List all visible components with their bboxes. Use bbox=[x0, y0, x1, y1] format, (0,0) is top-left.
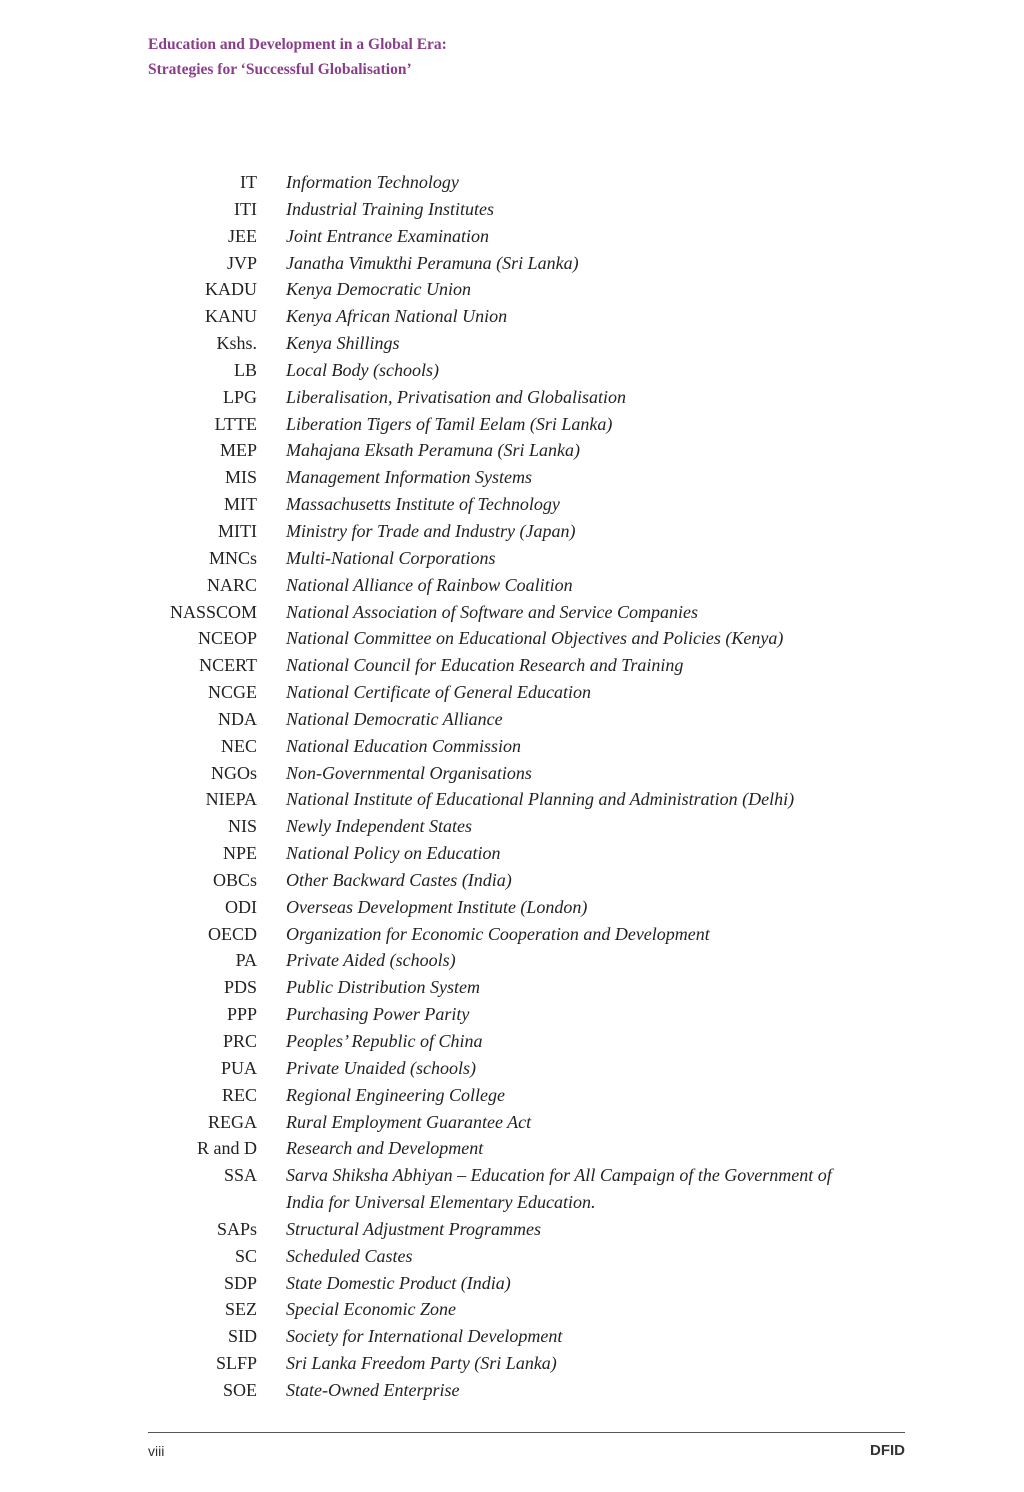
abbreviation-term: REGA bbox=[208, 1111, 257, 1132]
abbreviation-row bbox=[0, 706, 1024, 733]
running-head-line-2: Strategies for ‘Successful Globalisation’ bbox=[148, 61, 412, 78]
abbreviation-term: NARC bbox=[206, 574, 257, 595]
abbreviation-definition: Purchasing Power Parity bbox=[286, 1004, 470, 1025]
abbreviation-term: MIS bbox=[224, 467, 257, 488]
abbreviation-term: ITI bbox=[234, 198, 257, 219]
abbreviation-term: NCGE bbox=[208, 682, 257, 703]
abbreviation-term: R and D bbox=[197, 1138, 257, 1159]
abbreviation-row bbox=[0, 384, 1024, 411]
abbreviation-row bbox=[0, 303, 1024, 330]
abbreviation-row bbox=[0, 1055, 1024, 1082]
abbreviation-term: PUA bbox=[220, 1057, 257, 1078]
abbreviation-row bbox=[0, 760, 1024, 787]
abbreviation-row bbox=[0, 625, 1024, 652]
abbreviation-term: SDP bbox=[223, 1272, 257, 1293]
abbreviation-term: LB bbox=[233, 359, 257, 380]
abbreviation-definition: Private Unaided (schools) bbox=[286, 1057, 476, 1078]
abbreviation-definition: Private Aided (schools) bbox=[286, 950, 456, 971]
abbreviation-definition: Joint Entrance Examination bbox=[286, 225, 489, 246]
abbreviation-definition: Industrial Training Institutes bbox=[286, 198, 495, 219]
abbreviation-row bbox=[0, 464, 1024, 491]
abbreviation-term: NDA bbox=[218, 708, 257, 729]
abbreviation-term: OBCs bbox=[212, 869, 257, 890]
abbreviation-row bbox=[0, 357, 1024, 384]
abbreviation-row bbox=[0, 894, 1024, 921]
abbreviation-row bbox=[0, 733, 1024, 760]
abbreviation-definition: National Association of Software and Service Companies bbox=[286, 601, 698, 622]
abbreviation-definition: Special Economic Zone bbox=[286, 1299, 456, 1320]
abbreviation-row bbox=[0, 921, 1024, 948]
abbreviation-definition: National Democratic Alliance bbox=[286, 708, 503, 729]
abbreviation-definition: Liberalisation, Privatisation and Globalisation bbox=[286, 386, 627, 407]
abbreviation-row bbox=[0, 679, 1024, 706]
publisher-name: DFID bbox=[870, 1442, 905, 1459]
abbreviation-row bbox=[0, 572, 1024, 599]
abbreviation-row bbox=[0, 813, 1024, 840]
page-number: viii bbox=[148, 1443, 165, 1459]
abbreviation-term: KANU bbox=[205, 306, 257, 327]
abbreviation-definition: Sri Lanka Freedom Party (Sri Lanka) bbox=[286, 1353, 557, 1374]
abbreviation-term: MITI bbox=[218, 520, 257, 541]
abbreviation-definition: Peoples’ Republic of China bbox=[286, 1031, 483, 1051]
abbreviation-definition: Regional Engineering College bbox=[286, 1084, 505, 1105]
abbreviation-row bbox=[0, 223, 1024, 250]
abbreviation-term: JEE bbox=[228, 225, 257, 246]
abbreviation-row bbox=[0, 1377, 1024, 1404]
abbreviation-row bbox=[0, 652, 1024, 679]
abbreviation-row bbox=[0, 437, 1024, 464]
abbreviation-row bbox=[0, 1216, 1024, 1243]
abbreviation-row bbox=[0, 1323, 1024, 1350]
abbreviation-row bbox=[0, 1109, 1024, 1136]
abbreviation-term: LTTE bbox=[214, 413, 257, 434]
abbreviation-term: PRC bbox=[222, 1031, 257, 1051]
abbreviation-definition: Overseas Development Institute (London) bbox=[286, 896, 588, 917]
abbreviation-term: JVP bbox=[226, 252, 257, 273]
abbreviation-definition: Rural Employment Guarantee Act bbox=[286, 1111, 532, 1132]
abbreviation-definition: Mahajana Eksath Peramuna (Sri Lanka) bbox=[286, 440, 580, 461]
abbreviation-term: MNCs bbox=[208, 547, 257, 568]
abbreviation-definition: Janatha Vimukthi Peramuna (Sri Lanka) bbox=[286, 252, 579, 273]
footer-rule bbox=[148, 1432, 905, 1433]
abbreviation-definition: National Education Commission bbox=[286, 735, 522, 756]
abbreviation-definition: Information Technology bbox=[286, 172, 459, 192]
abbreviation-row bbox=[0, 840, 1024, 867]
abbreviation-definition: Massachusetts Institute of Technology bbox=[286, 494, 560, 515]
abbreviation-row bbox=[0, 1296, 1024, 1323]
abbreviation-row bbox=[0, 867, 1024, 894]
abbreviation-term: SC bbox=[234, 1245, 257, 1266]
abbreviation-term: NCEOP bbox=[197, 628, 257, 649]
abbreviation-definition: Kenya Democratic Union bbox=[286, 279, 471, 300]
abbreviation-term: NCERT bbox=[199, 655, 257, 676]
abbreviation-row bbox=[0, 974, 1024, 1001]
running-head-line-1: Education and Development in a Global Era: bbox=[148, 36, 447, 53]
abbreviation-term: SAPs bbox=[216, 1218, 257, 1239]
abbreviation-definition: Organization for Economic Cooperation and Development bbox=[286, 923, 710, 944]
abbreviation-definition: Management Information Systems bbox=[286, 467, 532, 488]
abbreviation-term: SLFP bbox=[215, 1353, 257, 1374]
abbreviation-definition: National Institute of Educational Planning and Administration (Delhi) bbox=[286, 789, 795, 810]
abbreviation-row bbox=[0, 1082, 1024, 1109]
abbreviation-row bbox=[0, 169, 1024, 196]
abbreviation-term: NASSCOM bbox=[169, 601, 257, 622]
abbreviation-row bbox=[0, 1028, 1024, 1055]
abbreviation-term: MIT bbox=[224, 494, 257, 515]
abbreviation-definition: National Certificate of General Education bbox=[286, 682, 591, 703]
abbreviation-row bbox=[0, 599, 1024, 626]
abbreviation-definition: Ministry for Trade and Industry (Japan) bbox=[286, 520, 576, 541]
abbreviation-term: KADU bbox=[205, 279, 257, 300]
abbreviation-row bbox=[0, 276, 1024, 303]
abbreviation-term: SOE bbox=[222, 1379, 257, 1400]
abbreviation-definition: National Policy on Education bbox=[286, 843, 501, 864]
abbreviation-term: PPP bbox=[226, 1004, 257, 1025]
abbreviation-term: NIS bbox=[227, 816, 257, 837]
abbreviation-row bbox=[0, 1350, 1024, 1377]
abbreviation-term: LPG bbox=[222, 386, 257, 407]
abbreviation-term: SID bbox=[227, 1326, 257, 1347]
abbreviation-term: NEC bbox=[221, 735, 257, 756]
abbreviation-row bbox=[0, 1243, 1024, 1270]
abbreviation-row bbox=[0, 196, 1024, 223]
abbreviation-term: NIEPA bbox=[205, 789, 257, 810]
abbreviation-definition: Research and Development bbox=[286, 1138, 484, 1159]
abbreviation-term: ODI bbox=[225, 896, 257, 917]
abbreviation-definition: Structural Adjustment Programmes bbox=[286, 1218, 541, 1239]
abbreviation-row bbox=[0, 491, 1024, 518]
abbreviation-definition: National Alliance of Rainbow Coalition bbox=[286, 574, 573, 595]
running-head bbox=[148, 32, 447, 82]
abbreviation-term: Kshs. bbox=[216, 333, 257, 354]
abbreviation-row bbox=[0, 1001, 1024, 1028]
abbreviation-definition: Sarva Shiksha Abhiyan – Education for All Campaign of the Government of India for Universal Elementary Education. bbox=[286, 1165, 832, 1213]
abbreviation-definition: National Council for Education Research and Training bbox=[286, 655, 684, 676]
abbreviation-term: PDS bbox=[223, 977, 257, 998]
abbreviations-list bbox=[0, 169, 1024, 1404]
abbreviation-definition: Multi-National Corporations bbox=[286, 547, 496, 568]
abbreviation-row bbox=[0, 545, 1024, 572]
abbreviation-row bbox=[0, 1162, 1024, 1216]
abbreviation-definition: Liberation Tigers of Tamil Eelam (Sri Lanka) bbox=[286, 413, 613, 434]
abbreviation-definition: Scheduled Castes bbox=[286, 1245, 413, 1266]
abbreviation-term: PA bbox=[235, 950, 257, 971]
abbreviation-definition: Public Distribution System bbox=[286, 977, 480, 998]
abbreviation-row bbox=[0, 250, 1024, 277]
abbreviation-row bbox=[0, 947, 1024, 974]
abbreviation-row bbox=[0, 1270, 1024, 1297]
abbreviation-definition: Newly Independent States bbox=[286, 816, 472, 837]
abbreviation-term: IT bbox=[240, 172, 257, 192]
abbreviation-term: REC bbox=[221, 1084, 257, 1105]
abbreviation-term: MEP bbox=[219, 440, 257, 461]
abbreviation-row bbox=[0, 330, 1024, 357]
abbreviation-definition: Kenya Shillings bbox=[286, 333, 400, 354]
abbreviation-row bbox=[0, 786, 1024, 813]
abbreviation-definition: Society for International Development bbox=[286, 1326, 563, 1347]
abbreviation-row bbox=[0, 411, 1024, 438]
abbreviation-term: NGOs bbox=[210, 762, 257, 783]
abbreviation-definition: National Committee on Educational Objectives and Policies (Kenya) bbox=[286, 628, 784, 649]
abbreviation-term: SSA bbox=[223, 1165, 257, 1186]
abbreviation-definition: Kenya African National Union bbox=[286, 306, 508, 327]
abbreviation-definition: Local Body (schools) bbox=[286, 359, 439, 380]
abbreviation-definition: Non-Governmental Organisations bbox=[286, 762, 532, 783]
abbreviation-definition: State-Owned Enterprise bbox=[286, 1379, 460, 1400]
abbreviation-definition: State Domestic Product (India) bbox=[286, 1272, 511, 1293]
abbreviation-term: NPE bbox=[222, 843, 257, 864]
abbreviation-row bbox=[0, 518, 1024, 545]
abbreviation-row bbox=[0, 1135, 1024, 1162]
abbreviation-term: OECD bbox=[208, 923, 257, 944]
abbreviation-term: SEZ bbox=[224, 1299, 257, 1320]
abbreviation-definition: Other Backward Castes (India) bbox=[286, 869, 512, 890]
